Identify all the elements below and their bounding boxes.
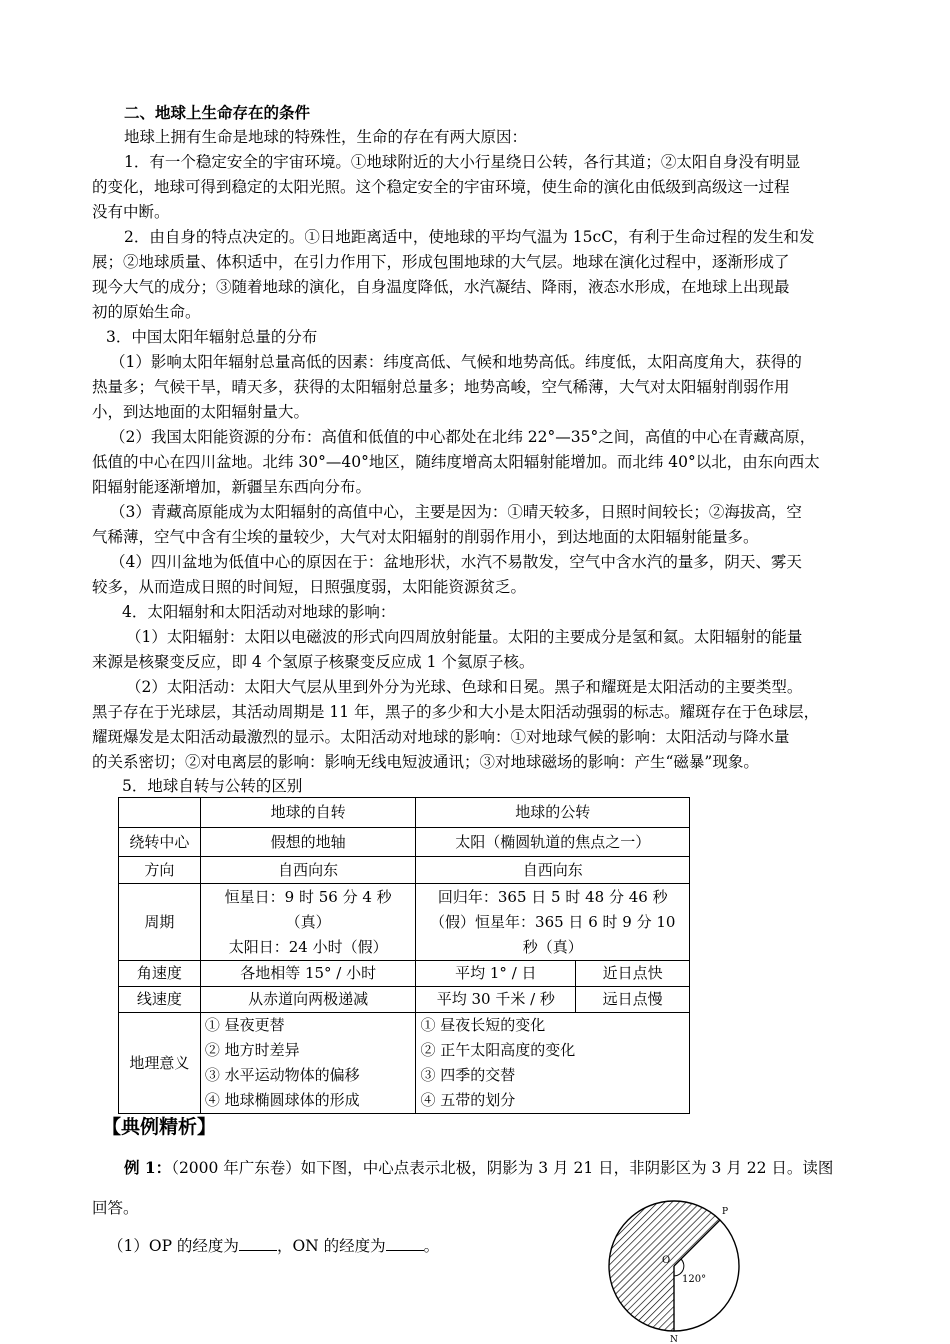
row-label: 方向 <box>119 857 201 884</box>
row-label: 绕转中心 <box>119 828 201 857</box>
label-p: P <box>722 1207 729 1217</box>
para-line: 的关系密切；②对电离层的影响：影响无线电短波通讯；③对地球磁场的影响：产生“磁暴”现象。 <box>92 753 759 771</box>
para-line: 的变化，地球可得到稳定的太阳光照。这个稳定安全的宇宙环境，使生命的演化由低级到高级这一过程 <box>92 178 790 196</box>
cell-line: ④ 五带的划分 <box>420 1091 516 1109</box>
para-line: 较多，从而造成日照的时间短，日照强度弱，太阳能资源贫乏。 <box>92 578 527 596</box>
table-corner <box>119 798 201 828</box>
subsection-title: 3．中国太阳年辐射总量的分布 <box>106 328 318 346</box>
question-text: （1）OP 的经度为 <box>108 1237 239 1255</box>
cell <box>200 884 416 961</box>
cell: 从赤道向两极递减 <box>200 987 416 1013</box>
para-line: （1）影响太阳年辐射总量高低的因素：纬度高低、气候和地势高低。纬度低，太阳高度角大，获得的 <box>110 353 802 371</box>
para-line: （1）太阳辐射：太阳以电磁波的形式向四周放射能量。太阳的主要成分是氢和氦。太阳辐射的能量 <box>126 628 803 646</box>
para-line: （3）青藏高原能成为太阳辐射的高值中心，主要是因为：①晴天较多，日照时间较长；②海拔高，空 <box>110 503 802 521</box>
cell: 假想的地轴 <box>200 828 416 857</box>
example-label: 例 1： <box>124 1158 172 1177</box>
cell-line: ① 昼夜更替 <box>204 1016 285 1034</box>
para-line: 黑子存在于光球层，其活动周期是 11 年，黑子的多少和大小是太阳活动强弱的标志。耀斑存在于色球层， <box>92 703 820 721</box>
cell-line: ② 正午太阳高度的变化 <box>420 1041 576 1059</box>
cell-line: （假）恒星年：365 日 6 时 9 分 10 <box>430 912 676 931</box>
cell: 平均 1° / 日 <box>416 961 576 987</box>
cell-line: ③ 四季的交替 <box>420 1066 516 1084</box>
para-line: 2．由自身的特点决定的。①日地距离适中，使地球的平均气温为 15cC，有利于生命过程的发生和发 <box>124 228 815 246</box>
para-line: 耀斑爆发是太阳活动最激烈的显示。太阳活动对地球的影响：①对地球气候的影响：太阳活动与降水量 <box>92 728 790 746</box>
row-label: 周期 <box>119 884 201 961</box>
subsection-title: 5．地球自转与公转的区别 <box>122 777 303 795</box>
para-line: （2）太阳活动：太阳大气层从里到外分为光球、色球和日冕。黑子和耀斑是太阳活动的主要类型。 <box>126 678 803 696</box>
para-line: 阳辐射能逐渐增加，新疆呈东西向分布。 <box>92 478 372 496</box>
para-line: （4）四川盆地为低值中心的原因在于：盆地形状，水汽不易散发，空气中含水汽的量多，阴天、雾天 <box>110 553 802 571</box>
cell-line: 秒（真） <box>522 937 583 956</box>
example-1-text <box>124 1155 833 1181</box>
cell-line: （真） <box>285 912 331 931</box>
para-line: 低值的中心在四川盆地。北纬 30°—40°地区，随纬度增高太阳辐射能增加。而北纬 40°以北，由东向西太 <box>92 453 820 471</box>
cell-line: ③ 水平运动物体的偏移 <box>204 1066 360 1084</box>
cell: 自西向东 <box>200 857 416 884</box>
intro-text: 地球上拥有生命是地球的特殊性，生命的存在有两大原因： <box>124 128 528 146</box>
cell: 平均 30 千米 / 秒 <box>416 987 576 1013</box>
cell: 近日点快 <box>576 961 690 987</box>
header-rotation: 地球的自转 <box>200 798 416 828</box>
para-line: （2）我国太阳能资源的分布：高值和低值的中心都处在北纬 22°—35°之间，高值的中心在青藏高原， <box>110 428 816 446</box>
cell: 各地相等 15° / 小时 <box>200 961 416 987</box>
rotation-revolution-table <box>118 797 690 1114</box>
para-line: 热量多；气候干旱，晴天多，获得的太阳辐射总量多；地势高峻，空气稀薄，大气对太阳辐射削弱作用 <box>92 378 790 396</box>
cell-line: ④ 地球椭圆球体的形成 <box>204 1091 360 1109</box>
para-line: 小，到达地面的太阳辐射量大。 <box>92 403 310 421</box>
label-n: N <box>670 1335 678 1342</box>
row-label: 地理意义 <box>119 1013 201 1114</box>
cell: 远日点慢 <box>576 987 690 1013</box>
para-line: 来源是核聚变反应，即 4 个氢原子核聚变反应成 1 个氦原子核。 <box>92 653 535 671</box>
para-line: 1．有一个稳定安全的宇宙环境。①地球附近的大小行星绕日公转，各行其道；②太阳自身没有明显 <box>124 153 801 171</box>
angle-label: 120° <box>682 1274 707 1285</box>
para-line: 初的原始生命。 <box>92 303 201 321</box>
shaded-region <box>609 1201 720 1331</box>
north-pole-diagram <box>604 1192 744 1342</box>
cell-line: 恒星日：9 时 56 分 4 秒 <box>224 887 392 906</box>
answer-blank[interactable] <box>386 1236 424 1251</box>
para-line: 没有中断。 <box>92 203 170 221</box>
para-line: 现今大气的成分；③随着地球的演化，自身温度降低，水汽凝结、降雨，液态水形成，在地球上出现最 <box>92 278 790 296</box>
cell-line: ① 昼夜长短的变化 <box>420 1016 546 1034</box>
question-text: 。 <box>423 1237 440 1255</box>
row-label: 线速度 <box>119 987 201 1013</box>
question-1 <box>108 1234 439 1259</box>
para-line: 气稀薄，空气中含有尘埃的量较少，大气对太阳辐射的削弱作用小，到达地面的太阳辐射能量多。 <box>92 528 759 546</box>
header-revolution: 地球的公转 <box>416 798 690 828</box>
cell: 太阳（椭圆轨道的焦点之一） <box>416 828 690 857</box>
subsection-title: 4．太阳辐射和太阳活动对地球的影响： <box>122 603 396 621</box>
answer-blank[interactable] <box>239 1236 277 1251</box>
cell-line: 太阳日：24 小时（假） <box>228 937 388 956</box>
question-text: ，ON 的经度为 <box>276 1237 386 1255</box>
para-line: 展；②地球质量、体积适中，在引力作用下，形成包围地球的大气层。地球在演化过程中，逐渐形成了 <box>92 253 790 271</box>
cell-line: 回归年：365 日 5 时 48 分 46 秒 <box>437 887 668 906</box>
example-body: （2000 年广东卷）如下图，中心点表示北极，阴影为 3 月 21 日，非阴影区为 3 月 22 日。读图 <box>171 1159 834 1177</box>
cell <box>416 1013 690 1114</box>
cell-line: ② 地方时差异 <box>204 1041 300 1059</box>
example-1-text-cont: 回答。 <box>92 1199 139 1217</box>
cell <box>200 1013 416 1114</box>
label-o: O <box>662 1255 671 1266</box>
section-title: 二、地球上生命存在的条件 <box>124 103 311 122</box>
cell <box>416 884 690 961</box>
cell: 自西向东 <box>416 857 690 884</box>
examples-heading: 【典例精析】 <box>102 1116 217 1138</box>
row-label: 角速度 <box>119 961 201 987</box>
